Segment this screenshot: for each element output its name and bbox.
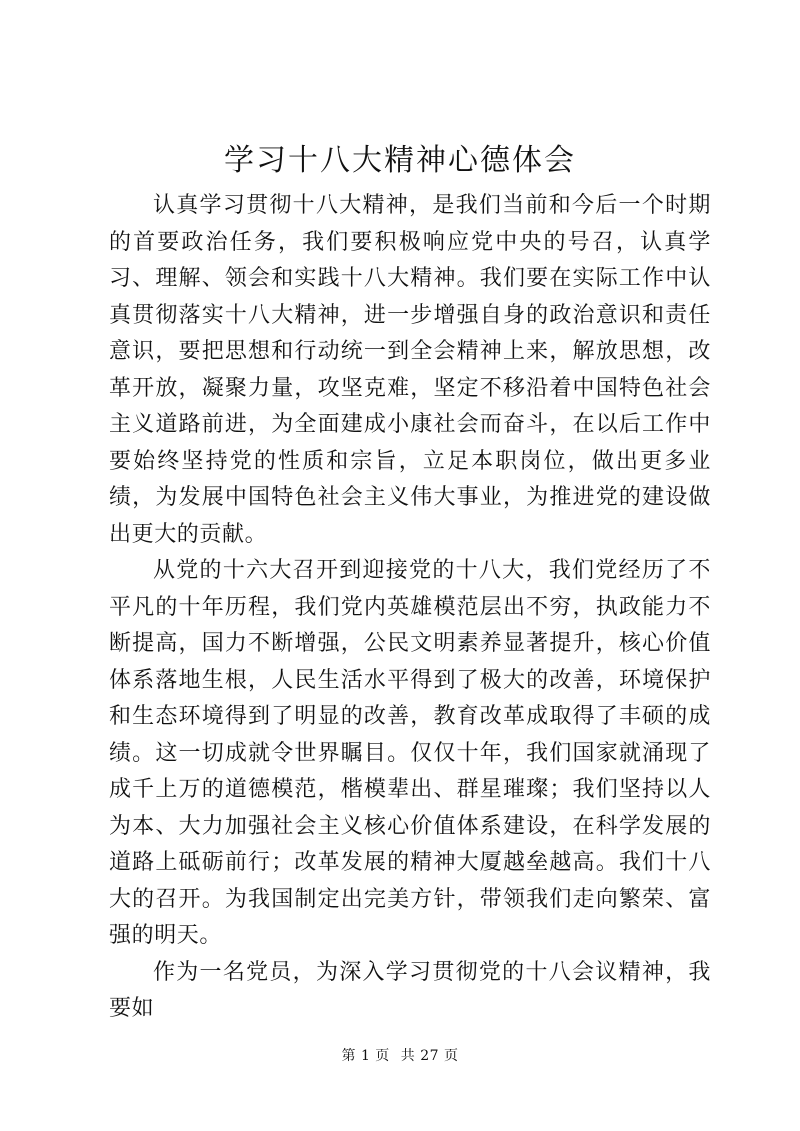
page-footer	[0, 1046, 800, 1066]
document-title: 学习十八大精神心德体会	[224, 143, 576, 178]
paragraph-2: 从党的十六大召开到迎接党的十八大，我们党经历了不平凡的十年历程，我们党内英雄模范层出不穷，执政能力不断提高，国力不断增强，公民文明素养显著提升，核心价值体系落地生根，人民生活水平得到了极大的改善，环境保护和生态环境得到了明显的改善，教育改革成取得了丰硕的成绩。这一切成就令世界瞩目。仅仅十年，我们国家就涌现了成千上万的道德模范，楷模辈出、群星璀璨；我们坚持以人为本、大力加强社会主义核心价值体系建设，在科学发展的道路上砥砺前行；改革发展的精神大厦越垒越高。我们十八大的召开。为我国制定出完美方针，带领我们走向繁荣、富强的明天。	[109, 558, 711, 948]
paragraph-3: 作为一名党员，为深入学习贯彻党的十八会议精神，我要如	[109, 959, 711, 1021]
page-number: 第 1 页	[341, 1048, 390, 1064]
document-body	[109, 188, 711, 1028]
page-total: 共 27 页	[400, 1048, 459, 1064]
paragraph-1: 认真学习贯彻十八大精神，是我们当前和今后一个时期的首要政治任务，我们要积极响应党中央的号召，认真学习、理解、领会和实践十八大精神。我们要在实际工作中认真贯彻落实十八大精神，进一步增强自身的政治意识和责任意识，要把思想和行动统一到全会精神上来，解放思想，改革开放，凝聚力量，攻坚克难，坚定不移沿着中国特色社会主义道路前进，为全面建成小康社会而奋斗，在以后工作中要始终坚持党的性质和宗旨，立足本职岗位，做出更多业绩，为发展中国特色社会主义伟大事业，为推进党的建设做出更大的贡献。	[109, 193, 711, 547]
